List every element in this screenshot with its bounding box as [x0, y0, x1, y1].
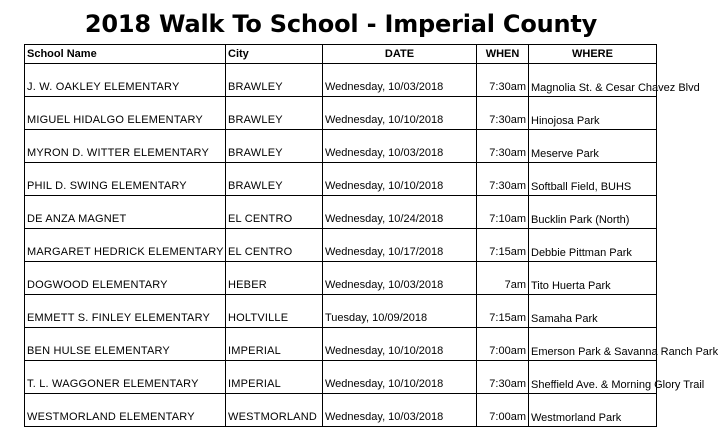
city-cell: BRAWLEY	[226, 163, 323, 196]
table-row	[25, 130, 657, 163]
city-cell: EL CENTRO	[226, 229, 323, 262]
location-cell: Debbie Pittman Park	[529, 229, 657, 262]
table-row	[25, 394, 657, 427]
time-cell: 7:10am	[477, 196, 529, 229]
date-cell: Wednesday, 10/24/2018	[323, 196, 477, 229]
location-cell: Bucklin Park (North)	[529, 196, 657, 229]
school-name-cell: WESTMORLAND ELEMENTARY	[25, 394, 226, 427]
table-row	[25, 163, 657, 196]
table-row	[25, 97, 657, 130]
city-cell: HEBER	[226, 262, 323, 295]
time-cell: 7am	[477, 262, 529, 295]
date-cell: Wednesday, 10/10/2018	[323, 97, 477, 130]
column-header-school: School Name	[25, 45, 226, 64]
location-cell: Meserve Park	[529, 130, 657, 163]
school-name-cell: T. L. WAGGONER ELEMENTARY	[25, 361, 226, 394]
table-row	[25, 328, 657, 361]
time-cell: 7:00am	[477, 328, 529, 361]
time-cell: 7:15am	[477, 295, 529, 328]
date-cell: Wednesday, 10/10/2018	[323, 361, 477, 394]
time-cell: 7:15am	[477, 229, 529, 262]
location-cell: Hinojosa Park	[529, 97, 657, 130]
city-cell: BRAWLEY	[226, 130, 323, 163]
table-row	[25, 196, 657, 229]
school-name-cell: DOGWOOD ELEMENTARY	[25, 262, 226, 295]
location-cell: Westmorland Park	[529, 394, 657, 427]
school-name-cell: BEN HULSE ELEMENTARY	[25, 328, 226, 361]
date-cell: Wednesday, 10/03/2018	[323, 262, 477, 295]
city-cell: IMPERIAL	[226, 328, 323, 361]
date-cell: Wednesday, 10/10/2018	[323, 163, 477, 196]
location-cell: Tito Huerta Park	[529, 262, 657, 295]
city-cell: BRAWLEY	[226, 64, 323, 97]
column-header-when: WHEN	[477, 45, 529, 64]
location-cell: Magnolia St. & Cesar Chavez Blvd	[529, 64, 657, 97]
page-title: 2018 Walk To School - Imperial County	[84, 10, 598, 38]
location-cell: Emerson Park & Savanna Ranch Park	[529, 328, 657, 361]
city-cell: BRAWLEY	[226, 97, 323, 130]
column-header-city: City	[226, 45, 323, 64]
table-row	[25, 64, 657, 97]
school-name-cell: MIGUEL HIDALGO ELEMENTARY	[25, 97, 226, 130]
table-row	[25, 262, 657, 295]
time-cell: 7:30am	[477, 64, 529, 97]
column-header-where: WHERE	[529, 45, 657, 64]
time-cell: 7:30am	[477, 361, 529, 394]
time-cell: 7:30am	[477, 163, 529, 196]
date-cell: Wednesday, 10/03/2018	[323, 64, 477, 97]
time-cell: 7:30am	[477, 130, 529, 163]
date-cell: Wednesday, 10/10/2018	[323, 328, 477, 361]
city-cell: EL CENTRO	[226, 196, 323, 229]
city-cell: WESTMORLAND	[226, 394, 323, 427]
schedule-table	[24, 44, 718, 427]
location-cell: Sheffield Ave. & Morning Glory Trail	[529, 361, 657, 394]
school-name-cell: MYRON D. WITTER ELEMENTARY	[25, 130, 226, 163]
table-row	[25, 361, 657, 394]
location-cell: Samaha Park	[529, 295, 657, 328]
school-name-cell: DE ANZA MAGNET	[25, 196, 226, 229]
table-row	[25, 295, 657, 328]
time-cell: 7:30am	[477, 97, 529, 130]
table-row	[25, 229, 657, 262]
location-cell: Softball Field, BUHS	[529, 163, 657, 196]
date-cell: Wednesday, 10/03/2018	[323, 130, 477, 163]
school-name-cell: PHIL D. SWING ELEMENTARY	[25, 163, 226, 196]
date-cell: Wednesday, 10/17/2018	[323, 229, 477, 262]
time-cell: 7:00am	[477, 394, 529, 427]
city-cell: IMPERIAL	[226, 361, 323, 394]
school-name-cell: EMMETT S. FINLEY ELEMENTARY	[25, 295, 226, 328]
column-header-date: DATE	[323, 45, 477, 64]
school-name-cell: J. W. OAKLEY ELEMENTARY	[25, 64, 226, 97]
school-name-cell: MARGARET HEDRICK ELEMENTARY	[25, 229, 226, 262]
date-cell: Wednesday, 10/03/2018	[323, 394, 477, 427]
date-cell: Tuesday, 10/09/2018	[323, 295, 477, 328]
city-cell: HOLTVILLE	[226, 295, 323, 328]
header-row	[25, 45, 657, 64]
